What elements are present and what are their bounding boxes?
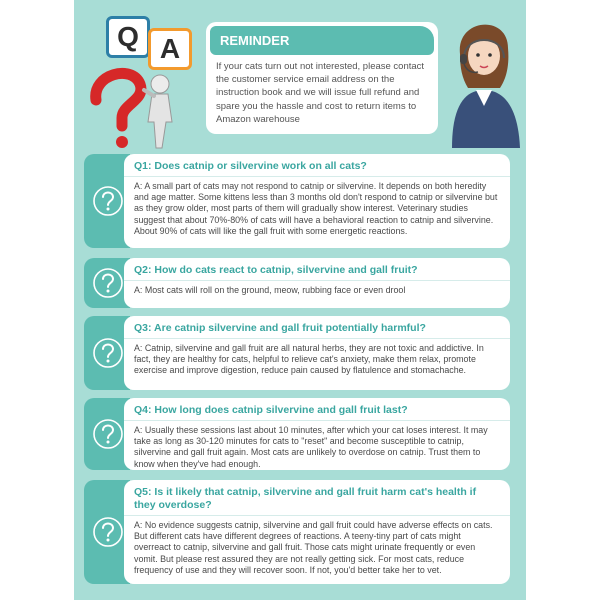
faq-question: Q3: Are catnip silvervine and gall fruit potentially harmful?: [124, 316, 510, 339]
reminder-text: If your cats turn out not interested, please contact the customer service email address on the instruction book and we will issue full refund and spare you the hassle and cost to return items to Amazon warehouse: [216, 61, 425, 125]
faq-answer: A: A small part of cats may not respond to catnip or silvervine. It depends on both heredity and age matter. Some kittens less than 3 months old don't respond to catnip or silvervine but as they grow older, most parts of them will gradually show interest. Veterinary studies suggest that about 70%-80% of cats will have a behavioral reaction to catnip and silvervine. About 90% of cats will like the gall fruit with some energetic reactions.: [134, 181, 498, 236]
faq-question: Q2: How do cats react to catnip, silvervine and gall fruit?: [124, 258, 510, 281]
q-bubble: Q: [106, 16, 150, 58]
question-bubble-icon: [91, 417, 125, 451]
reminder-title: REMINDER: [210, 26, 434, 55]
question-bubble-icon: [91, 336, 125, 370]
question-mark-figure-icon: [82, 60, 202, 150]
question-bubble-icon: [91, 515, 125, 549]
faq-card-body: [124, 398, 510, 470]
reminder-box: [206, 22, 438, 134]
faq-infographic: [74, 0, 526, 600]
faq-answer: A: Usually these sessions last about 10 minutes, after which your cat loses interest. It may take as long as 30-120 minutes for cats to "reset" and become susceptible to catnip, silvervine and gall fruit again. Most cats are unlikely to overdose on catnip. Trust them to know when they've had enough.: [134, 425, 488, 469]
faq-card: [84, 258, 510, 308]
faq-card: [84, 480, 510, 584]
faq-card-body: [124, 480, 510, 584]
a-bubble: A: [148, 28, 192, 70]
faq-question: Q4: How long does catnip silvervine and gall fruit last?: [124, 398, 510, 421]
question-bubble-icon: [91, 266, 125, 300]
question-bubble-icon: [91, 184, 125, 218]
faq-answer: A: No evidence suggests catnip, silvervine and gall fruit could have adverse effects on cats. But different cats have different degrees of reactions. A teeny-tiny part of cats might overreact to catnip, silvervine and gall fruit. Those cats might urinate frequently or even vomit. But please rest assured they are not really getting sick. For most cats, reduce frequency of use and they will recover soon. If not, you'd better take her to vet.: [134, 520, 493, 575]
faq-card-body: [124, 316, 510, 390]
customer-service-agent-icon: [446, 8, 526, 148]
faq-card: [84, 316, 510, 390]
faq-question: Q5: Is it likely that catnip, silvervine and gall fruit harm cat's health if they overdose?: [124, 480, 510, 516]
faq-card-body: [124, 154, 510, 248]
faq-answer: A: Most cats will roll on the ground, meow, rubbing face or even drool: [134, 285, 406, 295]
faq-card-body: [124, 258, 510, 308]
faq-answer: A: Catnip, silvervine and gall fruit are all natural herbs, they are not toxic and addictive. In fact, they are healthy for cats, helpful to relieve cat's anxiety, make them relax, promote exercise and improve digestion, reduce pain caused by flatulence and stomachache.: [134, 343, 484, 376]
faq-question: Q1: Does catnip or silvervine work on all cats?: [124, 154, 510, 177]
faq-card: [84, 154, 510, 248]
faq-card: [84, 398, 510, 470]
